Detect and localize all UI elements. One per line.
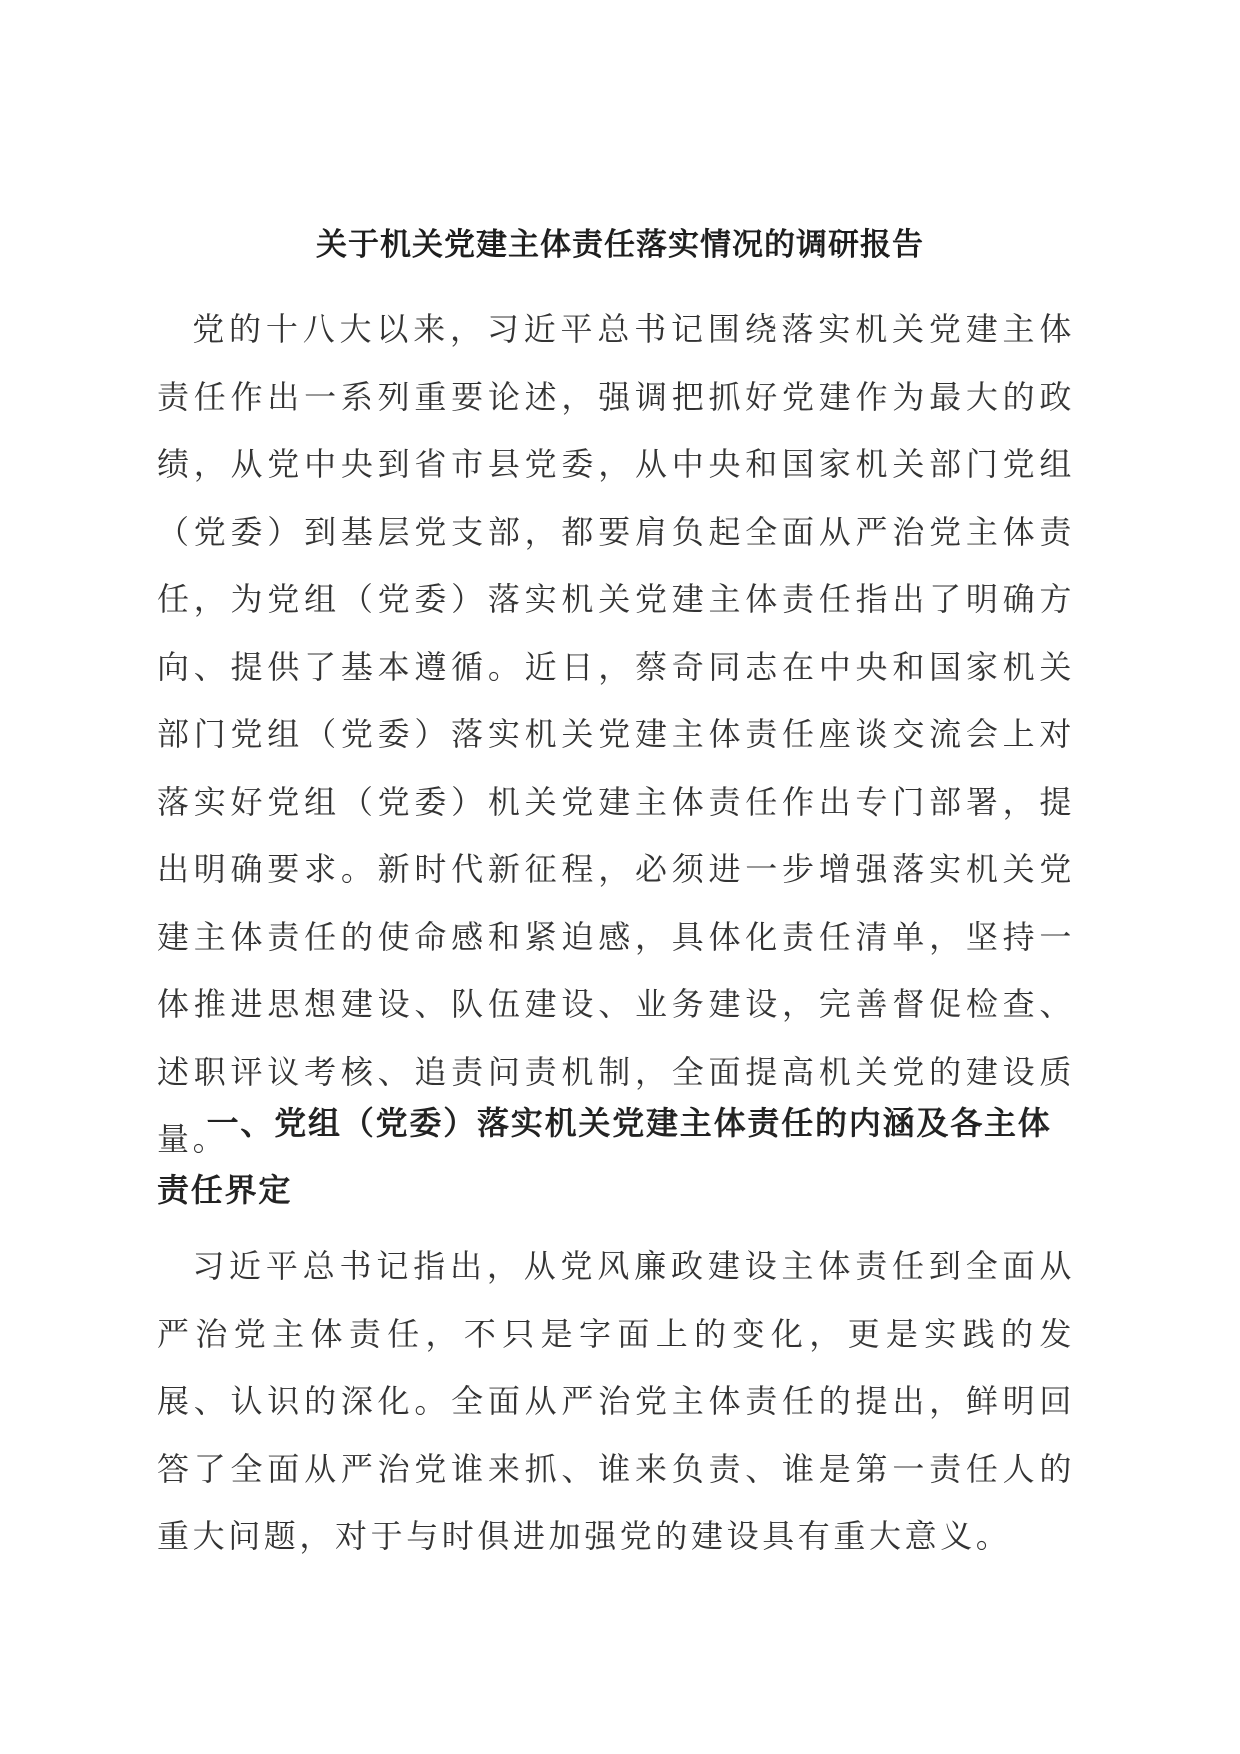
- section-heading-1: 一、党组（党委）落实机关党建主体责任的内涵及各主体责任界定: [157, 1104, 1052, 1209]
- intro-paragraph: 党的十八大以来，习近平总书记围绕落实机关党建主体责任作出一系列重要论述，强调把抓好党建作为最大的政绩，从党中央到省市县党委，从中央和国家机关部门党组（党委）到基层党支部，都要肩负起全面从严治党主体责任，为党组（党委）落实机关党建主体责任指出了明确方向、提供了基本遵循。近日，蔡奇同志在中央和国家机关部门党组（党委）落实机关党建主体责任座谈交流会上对落实好党组（党委）机关党建主体责任作出专门部署，提出明确要求。新时代新征程，必须进一步增强落实机关党建主体责任的使命感和紧迫感，具体化责任清单，坚持一体推进思想建设、队伍建设、业务建设，完善督促检查、述职评议考核、追责问责机制，全面提高机关党的建设质量。: [157, 310, 1075, 1158]
- section-1-paragraph: 习近平总书记指出，从党风廉政建设主体责任到全面从严治党主体责任，不只是字面上的变化，更是实践的发展、认识的深化。全面从严治党主体责任的提出，鲜明回答了全面从严治党谁来抓、谁来负责、谁是第一责任人的重大问题，对于与时俱进加强党的建设具有重大意义。: [157, 1247, 1075, 1555]
- document-title: 关于机关党建主体责任落实情况的调研报告: [316, 227, 924, 263]
